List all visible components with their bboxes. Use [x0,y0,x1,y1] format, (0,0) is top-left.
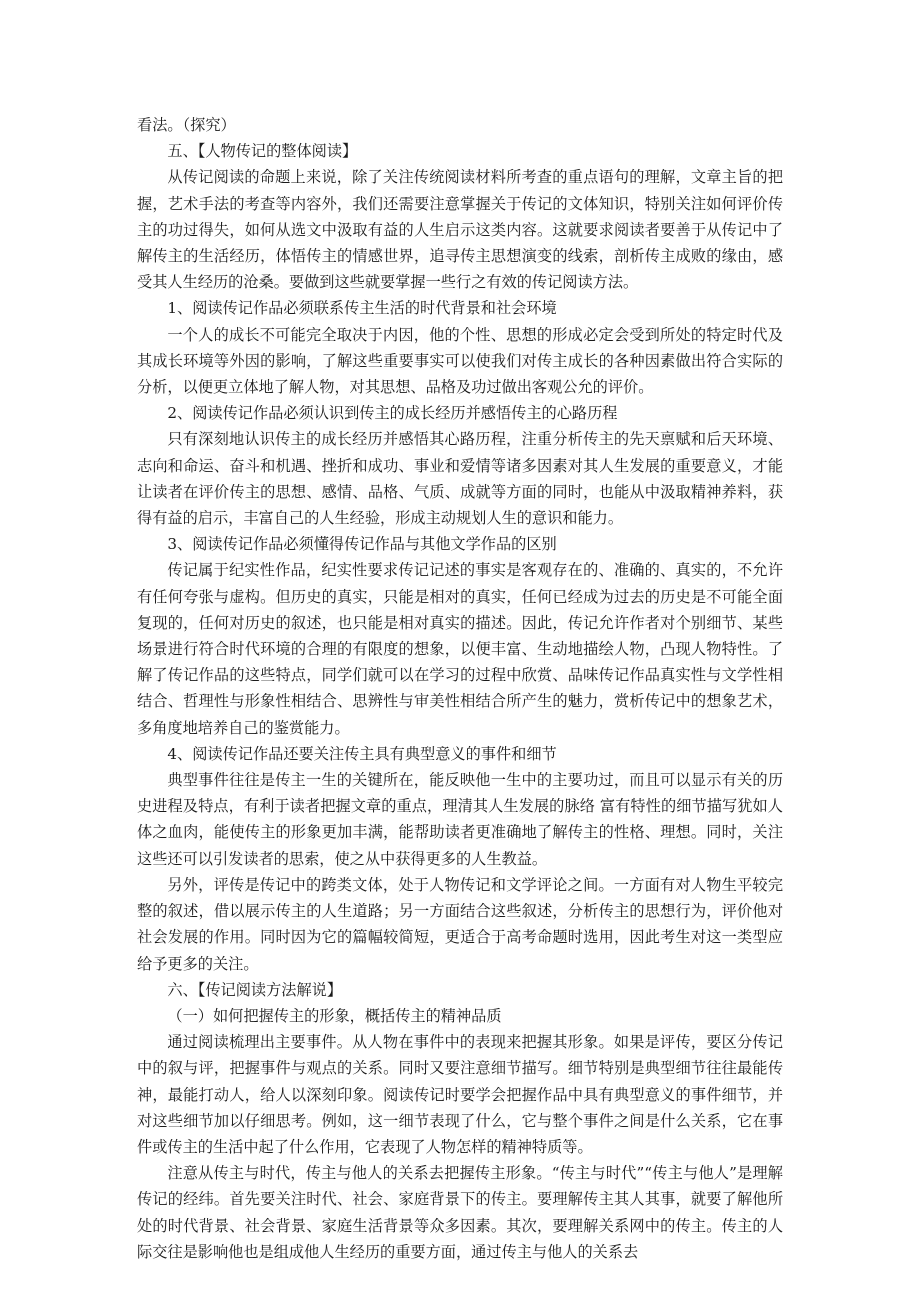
subheading-4: 4、阅读传记作品还要关注传主具有典型意义的事件和细节 [167,744,557,763]
paragraph: 典型事件往往是传主一生的关键所在，能反映他一生中的主要功过，而且可以显示有关的历史进程及特点，有利于读者把握文章的重点，理清其人生发展的脉络 富有特性的细节描写犹如人体之血肉，能使传主的形象更加丰满，能帮助读者更准确地了解传主的性格、理想。同时，关注这些还可以引发读者的思索，使之从中获得更多的人生教益。 [137,771,783,868]
paragraph: 注意从传主与时代，传主与他人的关系去把握传主形象。“传主与时代”“传主与他人”是理解传记的经纬。首先要关注时代、社会、家庭背景下的传主。要理解传主其人其事，就要了解他所处的时代背景、社会背景、家庭生活背景等众多因素。其次，要理解关系网中的传主。传主的人际交往是影响他也是组成他人生经历的重要方面，通过传主与他人的关系去 [137,1164,783,1261]
paragraph: 只有深刻地认识传主的成长经历并感悟其心路历程，注重分析传主的先天禀赋和后天环境、志向和命运、奋斗和机遇、挫折和成功、事业和爱情等诸多因素对其人生发展的重要意义，才能让读者在评价传主的思想、感情、品格、气质、成就等方面的同时，也能从中汲取精神养料，获得有益的启示，丰富自己的人生经验，形成主动规划人生的意识和能力。 [137,430,783,528]
section-heading-6: 六、【传记阅读方法解说】 [167,980,343,999]
paragraph: 传记属于纪实性作品，纪实性要求传记记述的事实是客观存在的、准确的、真实的，不允许有任何夸张与虚构。但历史的真实，只能是相对的真实，任何已经成为过去的历史是不可能全面复现的，任何对历史的叙述，也只能是相对真实的描述。因此，传记允许作者对个别细节、某些场景进行符合时代环境的合理的有限度的想象，以便丰富、生动地描绘人物，凸现人物特性。了解了传记作品的这些特点，同学们就可以在学习的过程中欣赏、品味传记作品真实性与文学性相结合、哲理性与形象性相结合、思辨性与审美性相结合所产生的魅力，赏析传记中的想象艺术，多角度地培养自己的鉴赏能力。 [137,561,783,737]
paragraph: 另外，评传是传记中的跨类文体，处于人物传记和文学评论之间。一方面有对人物生平较完整的叙述，借以展示传主的人生道路；另一方面结合这些叙述，分析传主的思想行为，评价他对社会发展的作用。同时因为它的篇幅较简短，更适合于高考命题时选用，因此考生对这一类型应给予更多的关注。 [137,875,783,973]
paragraph: 从传记阅读的命题上来说，除了关注传统阅读材料所考查的重点语句的理解，文章主旨的把握，艺术手法的考查等内容外，我们还需要注意掌握关于传记的文体知识，特别关注如何评价传主的功过得失，如何从选文中汲取有益的人生启示这类内容。这就要求阅读者要善于从传记中了解传主的生活经历，体悟传主的情感世界，追寻传主思想演变的线索，剖析传主成败的缘由，感受其人生经历的沧桑。要做到这些就要掌握一些行之有效的传记阅读方法。 [137,168,783,292]
subheading-method-1: （一）如何把握传主的形象，概括传主的精神品质 [167,1006,502,1025]
document-page [137,112,783,1265]
paragraph: 通过阅读梳理出主要事件。从人物在事件中的表现来把握其形象。如果是评传，要区分传记中的叙与评，把握事件与观点的关系。同时又要注意细节描写。细节特别是典型细节往往最能传神，最能打动人，给人以深刻印象。阅读传记时要学会把握作品中具有典型意义的事件细节，并对这些细节加以仔细思考。例如，这一细节表现了什么，它与整个事件之间是什么关系，它在事件或传主的生活中起了什么作用，它表现了人物怎样的精神特质等。 [137,1033,783,1156]
section-heading-5: 五、【人物传记的整体阅读】 [167,142,358,161]
subheading-3: 3、阅读传记作品必须懂得传记作品与其他文学作品的区别 [167,535,557,554]
subheading-2: 2、阅读传记作品必须认识到传主的成长经历并感悟传主的心路历程 [167,404,618,423]
paragraph: 一个人的成长不可能完全取决于内因，他的个性、思想的形成必定会受到所处的特定时代及其成长环境等外因的影响，了解这些重要事实可以使我们对传主成长的各种因素做出符合实际的分析，以便更立体地了解人物，对其思想、品格及功过做出客观公允的评价。 [137,325,783,397]
paragraph: 看法。（探究） [137,116,236,134]
subheading-1: 1、阅读传记作品必须联系传主生活的时代背景和社会环境 [167,299,557,318]
